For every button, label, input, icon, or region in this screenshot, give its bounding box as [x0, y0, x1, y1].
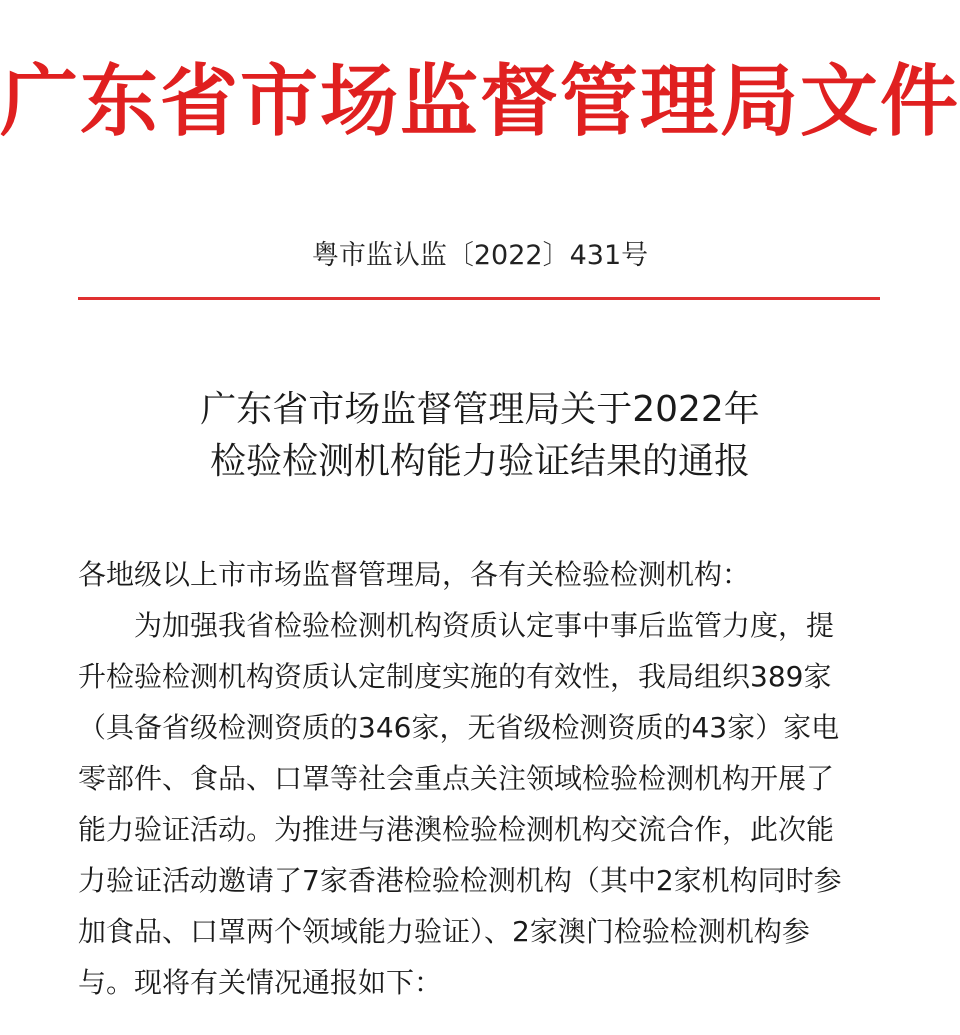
paragraph-line: 升检验检测机构资质认定制度实施的有效性，我局组织389家	[78, 660, 832, 693]
document-title	[0, 384, 960, 488]
paragraph-line: 能力验证活动。为推进与港澳检验检测机构交流合作，此次能	[78, 813, 835, 846]
document-number: 粤市监认监〔2022〕431号	[311, 240, 649, 271]
document-body	[78, 549, 886, 1008]
paragraph-line: （具备省级检测资质的346家，无省级检测资质的43家）家电	[78, 711, 840, 744]
paragraph-line: 加食品、口罩两个领域能力验证）、2家澳门检验检测机构参	[78, 915, 810, 948]
title-line-2: 检验检测机构能力验证结果的通报	[209, 441, 750, 482]
paragraph-line: 力验证活动邀请了7家香港检验检测机构（其中2家机构同时参	[78, 864, 842, 897]
paragraph-line: 为加强我省检验检测机构资质认定事中事后监管力度，提	[134, 609, 835, 642]
body-paragraph	[78, 600, 886, 1008]
paragraph-line: 零部件、食品、口罩等社会重点关注领域检验检测机构开展了	[78, 762, 835, 795]
title-line-1: 广东省市场监督管理局关于2022年	[200, 389, 760, 430]
document-masthead: 广东省市场监督管理局文件	[0, 57, 960, 147]
paragraph-line: 与。现将有关情况通报如下：	[78, 966, 443, 999]
red-divider-line	[78, 297, 880, 300]
salutation: 各地级以上市市场监督管理局，各有关检验检测机构：	[78, 558, 751, 591]
